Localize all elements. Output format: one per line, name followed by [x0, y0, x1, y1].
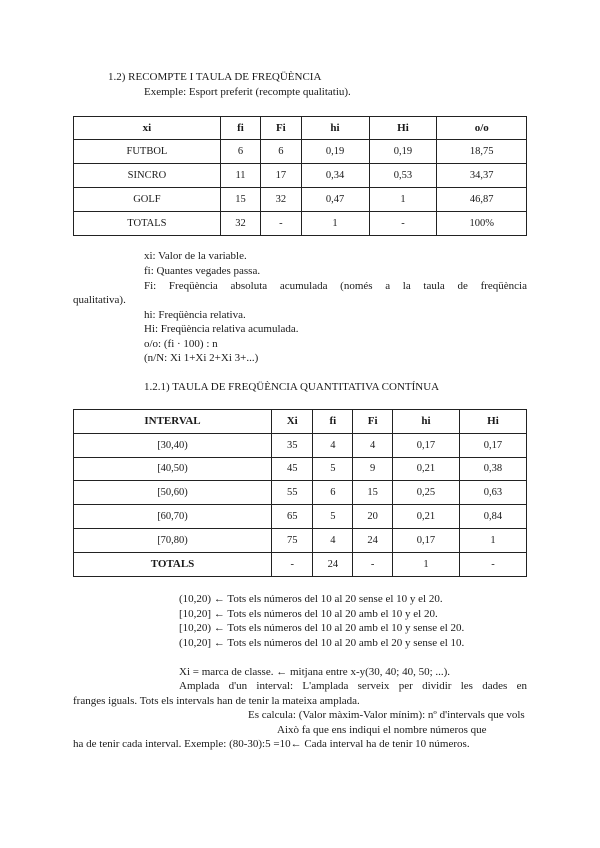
table-cell: 6: [220, 140, 260, 164]
table-cell: 0,38: [459, 457, 526, 481]
table-cell: -: [272, 552, 313, 576]
table-cell: 32: [220, 212, 260, 236]
table-cell: 0,21: [392, 505, 459, 529]
table-cell: 46,87: [437, 188, 527, 212]
class-mark-note: Xi = marca de classe. ← mitjana entre x-y(30, 40; 40, 50; ...).: [179, 666, 451, 678]
table-cell: -: [261, 212, 301, 236]
table-cell: 5: [313, 457, 353, 481]
table-cell: 0,17: [392, 528, 459, 552]
table-cell: 6: [261, 140, 301, 164]
table-cell: 0,17: [459, 433, 526, 457]
header-cell: o/o: [437, 117, 527, 140]
interval-note: [10,20) ← Tots els números del 10 al 20 amb el 10 y sense el 20.: [179, 622, 465, 634]
section-heading: 1.2.1) TAULA DE FREQÜÈNCIA QUANTITATIVA CONTÍNUA: [144, 381, 440, 393]
table-header-row: [74, 117, 527, 140]
table-cell: -: [459, 552, 526, 576]
definition-Fi-continued: qualitativa).: [73, 294, 126, 306]
table-cell: 4: [313, 433, 353, 457]
table-cell: 24: [313, 552, 353, 576]
amplada-note-continued: franges iguals. Tots els intervals han de tenir la mateixa amplada.: [73, 695, 360, 707]
table-cell: 1: [459, 528, 526, 552]
table-cell: 0,21: [392, 457, 459, 481]
table-cell: 15: [353, 481, 393, 505]
table-row: [74, 140, 527, 164]
definition-Fi: Fi: Freqüència absoluta acumulada (només a la taula de freqüència: [144, 280, 527, 292]
definition-xi: xi: Valor de la variable.: [144, 250, 247, 262]
table-cell: 0,47: [301, 188, 369, 212]
interval-note: (10,20] ← Tots els números del 10 al 20 amb el 20 y sense el 10.: [179, 637, 465, 649]
section-heading: 1.2) RECOMPTE I TAULA DE FREQÜÈNCIA: [108, 71, 322, 83]
header-cell: Hi: [369, 117, 437, 140]
table-cell: 0,17: [392, 433, 459, 457]
aixo-note-continued: ha de tenir cada interval. Exemple: (80-30):5 =10← Cada interval ha de tenir 10 números.: [73, 738, 470, 750]
table-cell: 4: [353, 433, 393, 457]
definition-fi: fi: Quantes vegades passa.: [144, 265, 261, 277]
table-cell: -: [353, 552, 393, 576]
header-cell: Fi: [261, 117, 301, 140]
header-cell: Fi: [353, 410, 393, 434]
table-row: [74, 528, 527, 552]
table-cell: [50,60): [74, 481, 272, 505]
table-cell: 18,75: [437, 140, 527, 164]
frequency-table-qualitative: [73, 116, 527, 236]
table-row: [74, 552, 527, 576]
table-header-row: [74, 410, 527, 434]
table-cell: 0,25: [392, 481, 459, 505]
header-cell: hi: [301, 117, 369, 140]
table-cell: 32: [261, 188, 301, 212]
table-cell: 75: [272, 528, 313, 552]
header-cell: INTERVAL: [74, 410, 272, 434]
table-row: [74, 188, 527, 212]
table-cell: 0,53: [369, 164, 437, 188]
table-row: [74, 433, 527, 457]
table-row: [74, 481, 527, 505]
table-cell: 65: [272, 505, 313, 529]
table-cell: [30,40): [74, 433, 272, 457]
table-cell: SINCRO: [74, 164, 221, 188]
header-cell: xi: [74, 117, 221, 140]
table-cell: 0,34: [301, 164, 369, 188]
definition-percent: o/o: (fi · 100) : n: [144, 338, 218, 350]
table-cell: 0,63: [459, 481, 526, 505]
header-cell: hi: [392, 410, 459, 434]
table-cell: 5: [313, 505, 353, 529]
table-cell: 6: [313, 481, 353, 505]
interval-note: [10,20] ← Tots els números del 10 al 20 amb el 10 y el 20.: [179, 608, 438, 620]
table-cell: TOTALS: [74, 212, 221, 236]
table-cell: GOLF: [74, 188, 221, 212]
table-cell: 45: [272, 457, 313, 481]
table-cell: 0,84: [459, 505, 526, 529]
header-cell: Hi: [459, 410, 526, 434]
table-cell: TOTALS: [74, 552, 272, 576]
table-cell: 24: [353, 528, 393, 552]
definition-Hi: Hi: Freqüència relativa acumulada.: [144, 323, 299, 335]
table-cell: 15: [220, 188, 260, 212]
table-cell: 0,19: [301, 140, 369, 164]
table-row: [74, 505, 527, 529]
table-cell: -: [369, 212, 437, 236]
table-row: [74, 212, 527, 236]
table-cell: 1: [301, 212, 369, 236]
calcula-note: Es calcula: (Valor màxim-Valor mínim): nº d'intervals que vols: [248, 709, 525, 721]
table-cell: 1: [369, 188, 437, 212]
table-cell: 0,19: [369, 140, 437, 164]
table-row: [74, 457, 527, 481]
table-row: [74, 164, 527, 188]
table-cell: 20: [353, 505, 393, 529]
table-cell: 1: [392, 552, 459, 576]
table-cell: 4: [313, 528, 353, 552]
example-text: Exemple: Esport preferit (recompte qualitatiu).: [144, 86, 351, 98]
table-cell: 34,37: [437, 164, 527, 188]
frequency-table-continuous: [73, 409, 527, 577]
table-cell: [40,50): [74, 457, 272, 481]
table-cell: 11: [220, 164, 260, 188]
header-cell: Xi: [272, 410, 313, 434]
header-cell: fi: [220, 117, 260, 140]
definition-hi: hi: Freqüència relativa.: [144, 309, 246, 321]
table-cell: 35: [272, 433, 313, 457]
table-cell: 55: [272, 481, 313, 505]
aixo-note: Això fa que ens indiqui el nombre números que: [277, 724, 487, 736]
table-cell: 17: [261, 164, 301, 188]
table-cell: 100%: [437, 212, 527, 236]
table-cell: FUTBOL: [74, 140, 221, 164]
table-cell: [60,70): [74, 505, 272, 529]
amplada-note: Amplada d'un interval: L'amplada serveix per dividir les dades en: [179, 680, 527, 692]
definition-n: (n/N: Xi 1+Xi 2+Xi 3+...): [144, 352, 259, 364]
interval-note: (10,20) ← Tots els números del 10 al 20 sense el 10 y el 20.: [179, 593, 443, 605]
table-cell: 9: [353, 457, 393, 481]
header-cell: fi: [313, 410, 353, 434]
table-cell: [70,80): [74, 528, 272, 552]
